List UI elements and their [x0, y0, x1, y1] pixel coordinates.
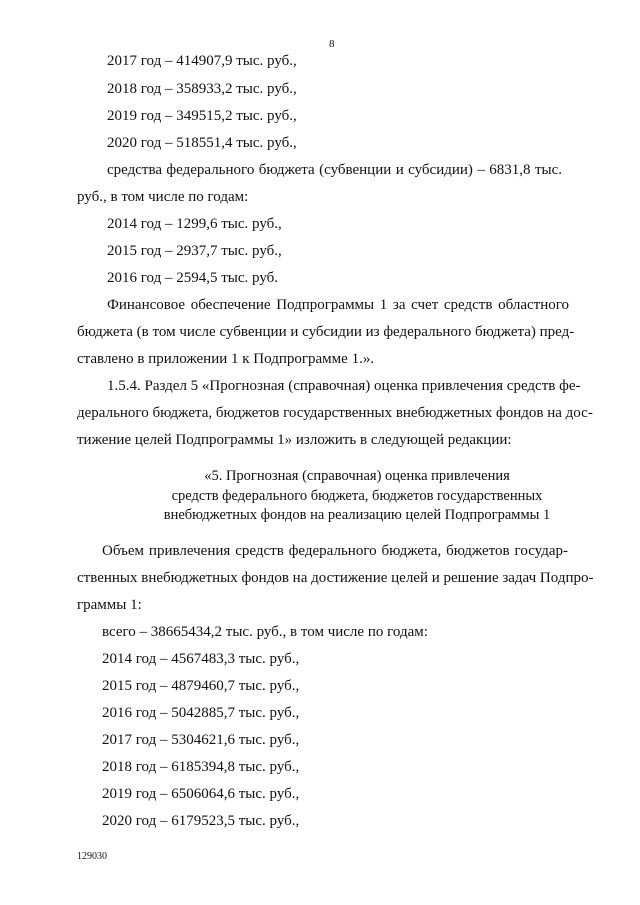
section-heading-line: «5. Прогнозная (справочная) оценка привлечения: [204, 468, 510, 484]
volume-paragraph-line: Объем привлечения средств федерального бюджета, бюджетов государ-: [102, 543, 568, 559]
section-heading-line: внебюджетных фондов на реализацию целей Подпрограммы 1: [163, 507, 551, 523]
funding-year-line: 2019 год – 6506064,6 тыс. руб.,: [102, 786, 300, 802]
financial-paragraph-line: ставлено в приложении 1 к Подпрограмме 1.».: [77, 351, 375, 367]
federal-budget-line: руб., в том числе по годам:: [77, 189, 249, 205]
funding-year-line: 2018 год – 358933,2 тыс. руб.,: [107, 81, 297, 97]
funding-year-line: 2019 год – 349515,2 тыс. руб.,: [107, 108, 297, 124]
document-code: 129030: [77, 851, 107, 862]
section-154-line: дерального бюджета, бюджетов государственных внебюджетных фондов на дос-: [77, 405, 593, 421]
funding-year-line: 2016 год – 5042885,7 тыс. руб.,: [102, 705, 300, 721]
funding-year-line: 2014 год – 4567483,3 тыс. руб.,: [102, 651, 300, 667]
funding-year-line: 2018 год – 6185394,8 тыс. руб.,: [102, 759, 300, 775]
total-line: всего – 38665434,2 тыс. руб., в том числе по годам:: [102, 624, 428, 640]
page-number: 8: [329, 38, 335, 50]
funding-year-line: 2017 год – 414907,9 тыс. руб.,: [107, 53, 297, 69]
financial-paragraph-line: бюджета (в том числе субвенции и субсидии из федерального бюджета) пред-: [77, 324, 575, 340]
financial-paragraph-line: Финансовое обеспечение Подпрограммы 1 за счет средств областного: [107, 297, 569, 313]
section-154-line: тижение целей Подпрограммы 1» изложить в следующей редакции:: [77, 432, 512, 448]
volume-paragraph-line: ственных внебюджетных фондов на достижение целей и решение задач Подпро-: [77, 570, 594, 586]
federal-year-line: 2014 год – 1299,6 тыс. руб.,: [107, 216, 282, 232]
section-154-line: 1.5.4. Раздел 5 «Прогнозная (справочная) оценка привлечения средств фе-: [107, 378, 581, 394]
funding-year-line: 2020 год – 6179523,5 тыс. руб.,: [102, 813, 300, 829]
section-heading-line: средств федерального бюджета, бюджетов государственных: [171, 488, 543, 504]
federal-budget-line: средства федерального бюджета (субвенции и субсидии) – 6831,8 тыс.: [107, 162, 562, 178]
volume-paragraph-line: граммы 1:: [77, 597, 142, 613]
funding-year-line: 2020 год – 518551,4 тыс. руб.,: [107, 135, 297, 151]
funding-year-line: 2015 год – 4879460,7 тыс. руб.,: [102, 678, 300, 694]
federal-year-line: 2016 год – 2594,5 тыс. руб.: [107, 270, 279, 286]
funding-year-line: 2017 год – 5304621,6 тыс. руб.,: [102, 732, 300, 748]
federal-year-line: 2015 год – 2937,7 тыс. руб.,: [107, 243, 282, 259]
